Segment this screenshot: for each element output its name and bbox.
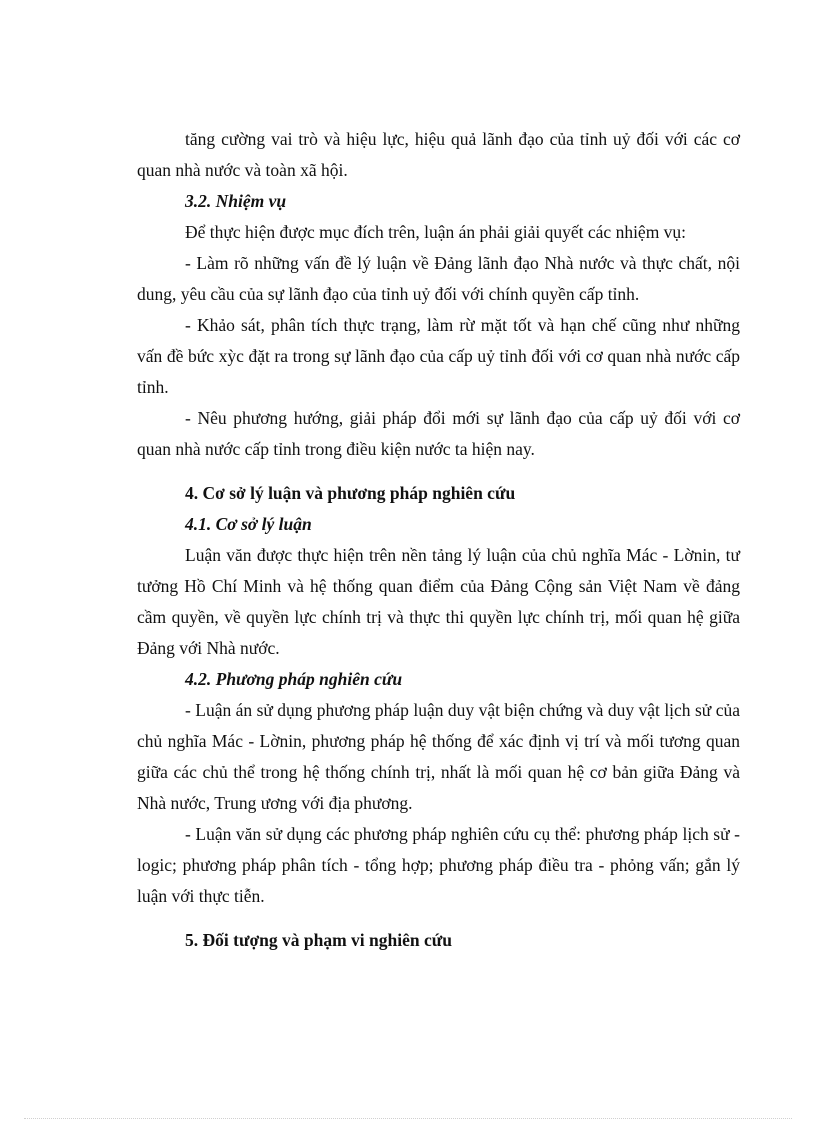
paragraph-method-2: - Luận văn sử dụng các phương pháp nghiên cứu cụ thể: phương pháp lịch sử - logic; phương pháp phân tích - tổng hợp; phương pháp điều tra - phỏng vấn; gắn lý luận với thực tiễn. <box>137 824 740 906</box>
paragraph-task-1: - Làm rõ những vấn đề lý luận về Đảng lãnh đạo Nhà nước và thực chất, nội dung, yêu cầu của sự lãnh đạo của tỉnh uỷ đối với chính quyền cấp tỉnh. <box>137 253 740 304</box>
paragraph-method-1: - Luận án sử dụng phương pháp luận duy vật biện chứng và duy vật lịch sử của chủ nghĩa Mác - Lờnin, phương pháp hệ thống để xác định vị trí và mối tương quan giữa các chủ thể trong hệ thống chính trị, nhất là mối quan hệ cơ bản giữa Đảng và Nhà nước, Trung ương với địa phương. <box>137 700 740 813</box>
document-body <box>137 124 740 956</box>
heading-5-scope: 5. Đối tượng và phạm vi nghiên cứu <box>185 930 452 950</box>
paragraph-continuation: tăng cường vai trò và hiệu lực, hiệu quả lãnh đạo của tỉnh uỷ đối với các cơ quan nhà nước và toàn xã hội. <box>137 129 740 180</box>
page-bottom-divider <box>24 1118 792 1119</box>
heading-3-2-tasks: 3.2. Nhiệm vụ <box>185 191 287 211</box>
heading-4-1-theory: 4.1. Cơ sở lý luận <box>185 514 312 534</box>
paragraph-theory: Luận văn được thực hiện trên nền tảng lý luận của chủ nghĩa Mác - Lờnin, tư tưởng Hồ Chí Minh và hệ thống quan điểm của Đảng Cộng sản Việt Nam về đảng cầm quyền, về quyền lực chính trị và thực thi quyền lực chính trị, mối quan hệ giữa Đảng với Nhà nước. <box>137 545 740 658</box>
paragraph-task-2: - Khảo sát, phân tích thực trạng, làm rừ mặt tốt và hạn chế cũng như những vấn đề bức xỳc đặt ra trong sự lãnh đạo của cấp uỷ tỉnh đối với cơ quan nhà nước cấp tỉnh. <box>137 315 740 397</box>
heading-4-2-methods: 4.2. Phương pháp nghiên cứu <box>185 669 403 689</box>
paragraph-tasks-intro: Để thực hiện được mục đích trên, luận án phải giải quyết các nhiệm vụ: <box>185 222 687 242</box>
heading-4-theory-methods: 4. Cơ sở lý luận và phương pháp nghiên cứu <box>185 483 516 503</box>
paragraph-task-3: - Nêu phương hướng, giải pháp đổi mới sự lãnh đạo của cấp uỷ đối với cơ quan nhà nước cấp tỉnh trong điều kiện nước ta hiện nay. <box>137 408 740 459</box>
